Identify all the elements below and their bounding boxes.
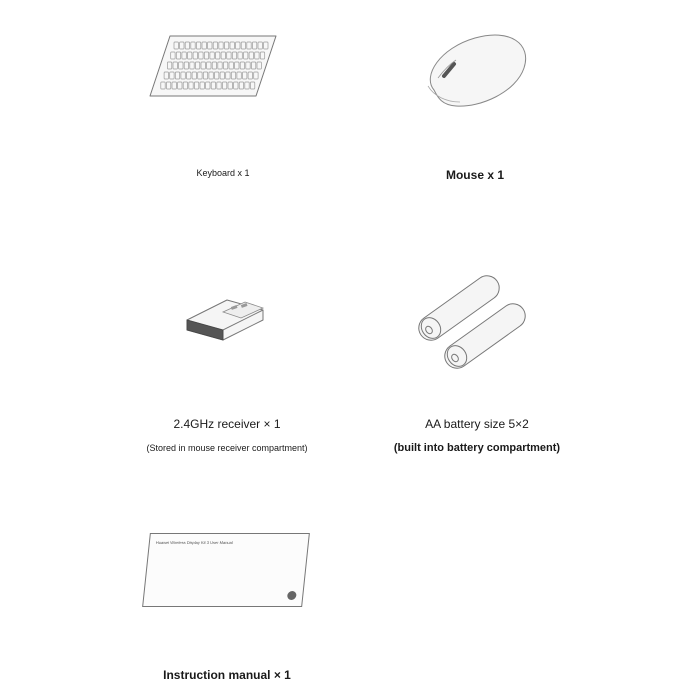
receiver-caption: 2.4GHz receiver × 1 — [173, 417, 281, 431]
battery-caption: AA battery size 5×2 — [425, 417, 529, 431]
receiver-illustration — [183, 290, 273, 350]
battery-note: (built into battery compartment) — [393, 442, 561, 454]
keyboard-illustration — [148, 30, 278, 102]
mouse-caption: Mouse x 1 — [445, 168, 505, 182]
receiver-note: (Stored in mouse receiver compartment) — [146, 443, 308, 453]
keyboard-caption: Keyboard x 1 — [196, 168, 250, 178]
manual-cover-text: Huawei Wireless Display Kit 3 User Manual — [155, 540, 234, 545]
manual-illustration — [142, 533, 310, 607]
manual-caption: Instruction manual × 1 — [163, 668, 291, 682]
battery-illustration — [412, 270, 542, 370]
mouse-illustration — [420, 30, 535, 115]
manual-logo-icon — [287, 591, 297, 600]
